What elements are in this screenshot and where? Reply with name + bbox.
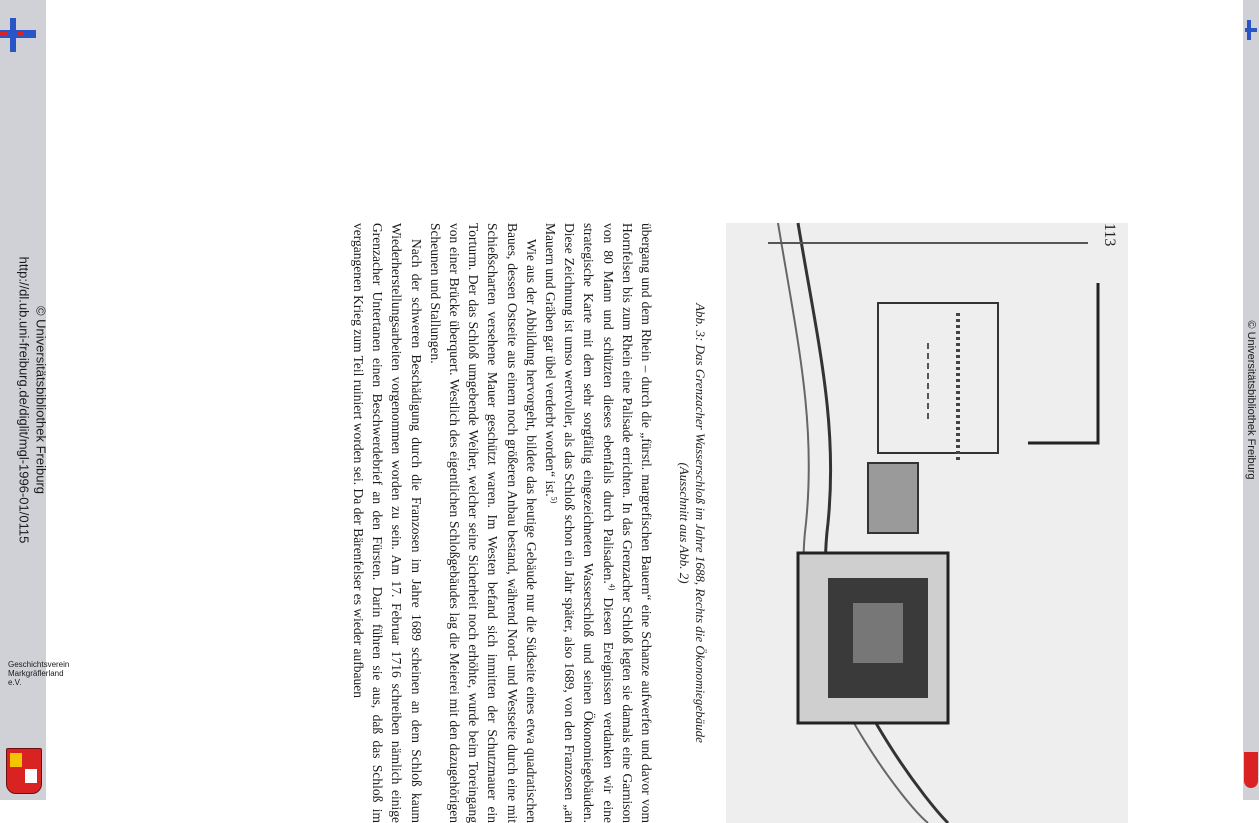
caption-line: Abb. 3: Das Grenzacher Wasserschloß im Jahre 1688, Rechts die Ökonomiegebäude (693, 303, 708, 743)
society-label-line: Geschichtsverein (8, 660, 70, 669)
paragraph-text: übergang und dem Rhein – durch die „fürstl. margrefischen Bauern“ eine Schanze aufwerfen und davor vom Hornfelsen bis zum Rhein eine Palisade errichten. In das Grenzacher Schloß legten sie damals eine Garnison von 80 Mann und schützten dieses ebenfalls durch Palisaden. (600, 223, 654, 823)
flag-icon (1245, 20, 1257, 40)
body-text (349, 223, 656, 823)
society-crest-icon (1244, 752, 1258, 788)
figure-castle-drawing (726, 223, 1128, 823)
flag-icon (0, 18, 40, 52)
left-sidebar (0, 0, 70, 800)
paragraph: Wie aus der Abbildung hervorgeht, bildete das heutige Gebäude nur die Südseite eines etwa quadratischen Baues, dessen Ostseite aus einem noch größeren Anbau bestand, während Nord- und Westseite durch eine mit Schießscharten versehene Mauer geschützt waren. Im Westen befand sich inmitten der Schutzmauer ein Torturm. Der das Schloß umgebende Weiher, welcher seine Sicherheit noch erhöhte, wurde beim Toreingang von einer Brücke überquert. Westlich des eigentlichen Schloßgebäudes lag die Meierei mit den dazugehörigen Scheunen und Stallungen. (427, 223, 539, 823)
footnote-ref: 5) (549, 496, 559, 504)
paragraph: Nach der schweren Beschädigung durch die Franzosen im Jahre 1689 scheinen an dem Schloß kaum Wiederherstellungsarbeiten vorgenommen worden zu sein. Am 17. Februar 1716 schreiben nämlich einige Grenzacher Untertanen einen Beschwerdebrief an den Fürsten. Darin führen sie aus, daß das Schloß im vergangenen Krieg zum Teil ruiniert worden sei. Da der Bärenfelser es wieder aufbauen (350, 223, 424, 823)
society-label-line: Markgräflerland e.V. (8, 669, 64, 687)
footnote-ref: 4) (607, 583, 617, 591)
society-crest-icon (6, 748, 42, 794)
paragraph-text: Diesen Ereignissen verdanken wir eine strategische Karte mit dem sehr sorgfältig eingezeichneten Wasserschloß und seinen Ökonomiegebäuden. Diese Zeichnung ist umso wertvoller, als das Schloß schon ein Jahr später, also 1689, von den Franzosen „an Mauern und Gräben gar übel verderbt worden“ ist. (542, 223, 616, 823)
right-margin-notice: © Universitätsbibliothek Freiburg (1245, 320, 1257, 480)
right-sidebar (1243, 0, 1259, 800)
source-url[interactable]: http://dl.ub.uni-freiburg.de/diglit/mgl-1996-01/0115 (16, 256, 32, 544)
figure-caption (676, 223, 708, 823)
copyright-notice: © Universitätsbibliothek Freiburg (33, 305, 49, 495)
paragraph (541, 223, 656, 823)
castle-drawing-image (726, 223, 1128, 823)
caption-line: (Ausschnitt aus Abb. 2) (677, 462, 692, 584)
page-number: 113 (1101, 223, 1118, 247)
scanned-page (88, 223, 1128, 823)
society-label (8, 660, 70, 687)
